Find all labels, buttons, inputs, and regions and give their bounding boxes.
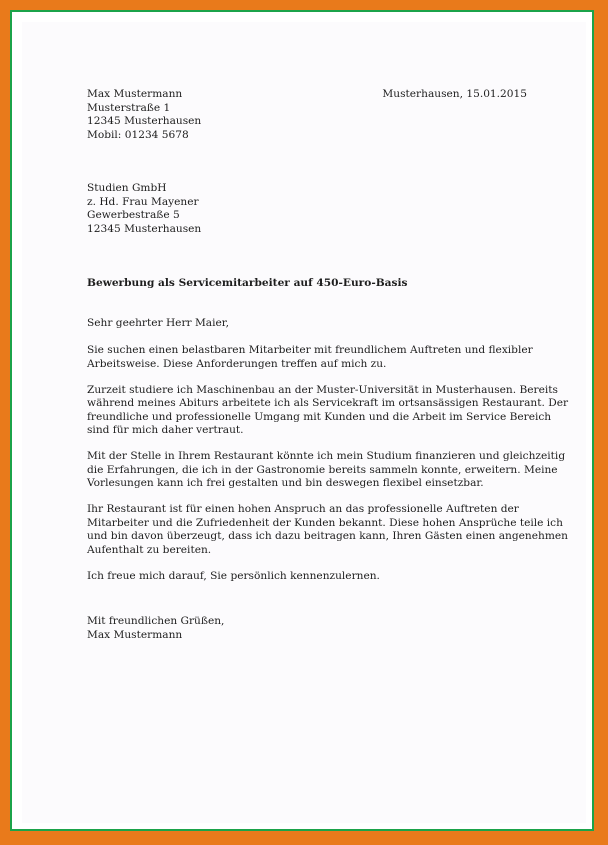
recipient-city: 12345 Musterhausen (87, 222, 202, 235)
sender-street: Musterstraße 1 (87, 101, 171, 114)
body-line: Vorlesungen kann ich frei gestalten und bin deswegen flexibel einsetzbar. (87, 477, 484, 489)
closing-name: Max Mustermann (87, 628, 183, 641)
body-line: die Erfahrungen, die ich in der Gastronomie bereits sammeln konnte, erweitern. Meine (87, 463, 558, 476)
body-line: während meines Abiturs arbeitete ich als Servicekraft im ortsansässigen Restaurant. Der (87, 397, 569, 409)
body-paragraph (87, 503, 568, 557)
body-line: Mit der Stelle in Ihrem Restaurant könnte ich mein Studium finanzieren und gleichzeitig (87, 450, 566, 462)
recipient-attention: z. Hd. Frau Mayener (87, 195, 199, 208)
sender-phone: Mobil: 01234 5678 (87, 128, 189, 141)
body-line: sind für mich daher vertraut. (87, 424, 244, 436)
body-line: Sie suchen einen belastbaren Mitarbeiter mit freundlichem Auftreten und flexibler (87, 344, 533, 356)
body-line: und bin davon überzeugt, dass ich dazu beitragen kann, Ihren Gästen einen angenehmen (87, 530, 568, 542)
closing-greeting: Mit freundlichen Grüßen, (87, 615, 225, 627)
body-line: Ich freue mich darauf, Sie persönlich kennenzulernen. (87, 569, 380, 582)
body-line: Arbeitsweise. Diese Anforderungen treffen auf mich zu. (87, 357, 387, 370)
letter-page (22, 22, 586, 823)
recipient-company: Studien GmbH (87, 182, 167, 194)
letter-salutation: Sehr geehrter Herr Maier, (87, 317, 230, 329)
sender-name: Max Mustermann (87, 88, 183, 100)
recipient-street: Gewerbestraße 5 (87, 209, 180, 221)
letter-subject: Bewerbung als Servicemitarbeiter auf 450-Euro-Basis (87, 277, 408, 289)
body-paragraph (87, 384, 568, 438)
letter-body (87, 344, 568, 596)
body-paragraph (87, 570, 568, 584)
body-paragraph (87, 450, 568, 491)
body-line: Aufenthalt zu bereiten. (87, 543, 212, 556)
body-line: Mitarbeiter und die Zufriedenheit der Kunden bekannt. Diese hohen Ansprüche teile ich (87, 516, 563, 529)
sender-address (87, 88, 201, 142)
body-paragraph (87, 344, 568, 371)
recipient-address (87, 182, 201, 236)
body-line: Ihr Restaurant ist für einen hohen Anspruch an das professionelle Auftreten der (87, 503, 519, 515)
body-line: freundliche und professionelle Umgang mit Kunden und die Arbeit im Service Bereich (87, 410, 552, 423)
body-line: Zurzeit studiere ich Maschinenbau an der Muster-Universität in Musterhausen. Bereits (87, 383, 558, 396)
sender-city: 12345 Musterhausen (87, 115, 202, 127)
letter-date: Musterhausen, 15.01.2015 (382, 88, 527, 100)
letter-closing (87, 615, 224, 642)
